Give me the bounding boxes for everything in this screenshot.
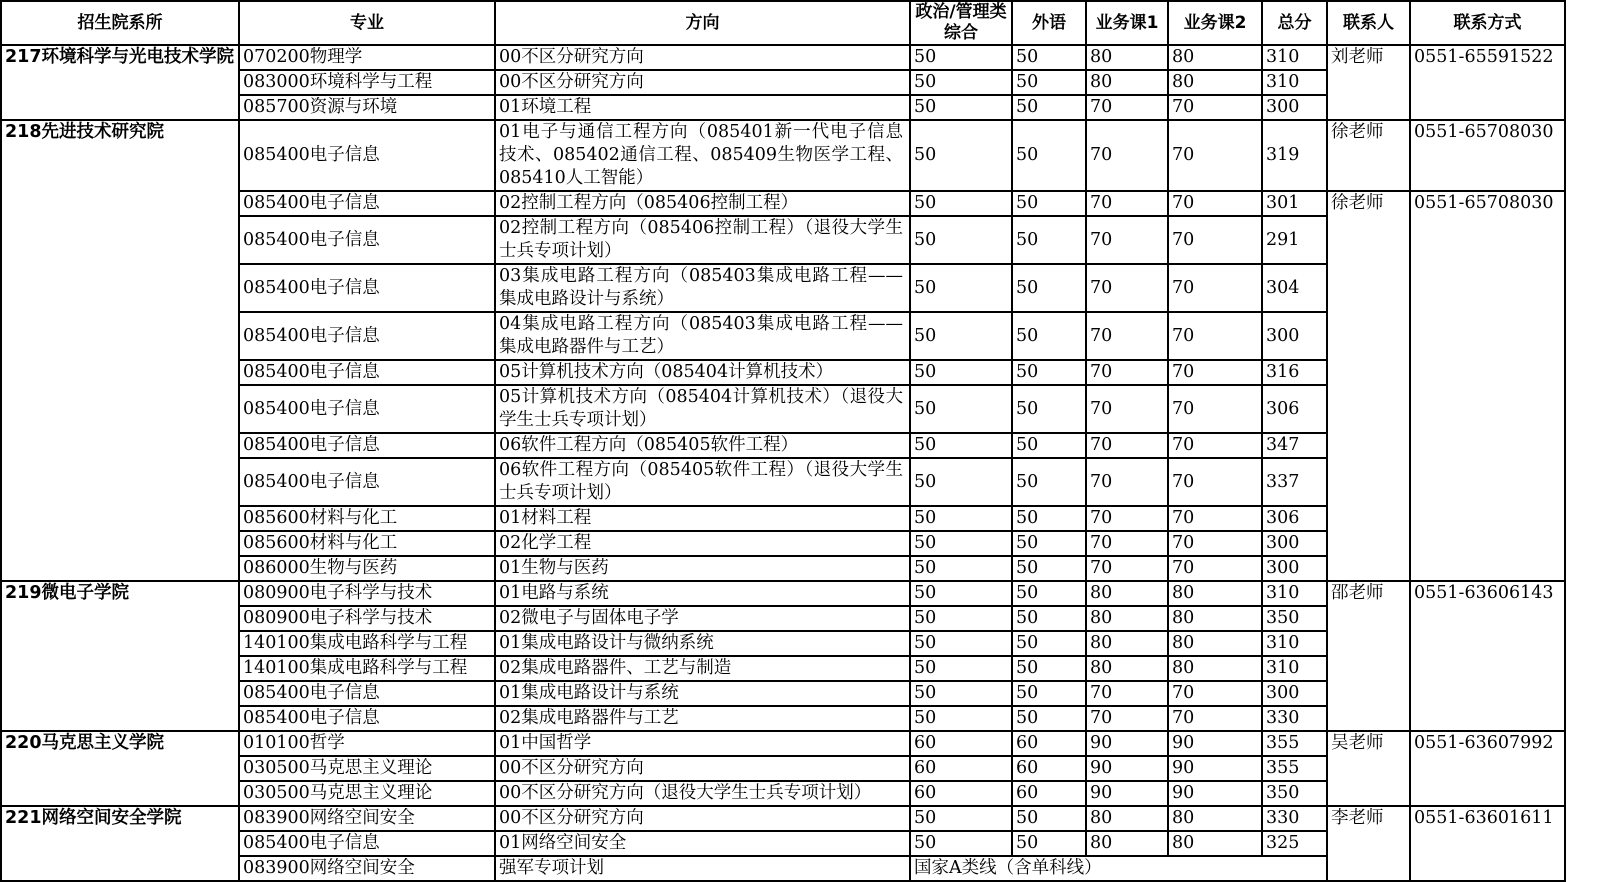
course1-score-cell: 80: [1086, 581, 1168, 606]
politics-score-cell: 50: [910, 531, 1012, 556]
major-cell: 140100集成电路科学与工程: [239, 631, 495, 656]
course1-score-cell: 70: [1086, 433, 1168, 458]
language-score-cell: 50: [1012, 70, 1086, 95]
major-cell: 085400电子信息: [239, 264, 495, 312]
language-score-cell: 50: [1012, 806, 1086, 831]
politics-score-cell: 50: [910, 191, 1012, 216]
major-cell: 070200物理学: [239, 45, 495, 70]
course2-score-cell: 80: [1168, 606, 1262, 631]
contact-phone-cell: 0551-63606143: [1410, 581, 1565, 731]
politics-score-cell: 50: [910, 706, 1012, 731]
course2-score-cell: 70: [1168, 264, 1262, 312]
course2-score-cell: 90: [1168, 756, 1262, 781]
language-score-cell: 50: [1012, 556, 1086, 581]
course1-score-cell: 70: [1086, 360, 1168, 385]
major-cell: 085400电子信息: [239, 360, 495, 385]
major-cell: 083900网络空间安全: [239, 806, 495, 831]
total-score-cell: 337: [1262, 458, 1327, 506]
direction-cell: 01材料工程: [495, 506, 910, 531]
total-score-cell: 300: [1262, 95, 1327, 120]
course2-score-cell: 70: [1168, 216, 1262, 264]
language-score-cell: 50: [1012, 360, 1086, 385]
college-cell: 221网络空间安全学院: [1, 806, 239, 881]
language-score-cell: 50: [1012, 191, 1086, 216]
politics-score-cell: 50: [910, 606, 1012, 631]
direction-cell: 01集成电路设计与微纳系统: [495, 631, 910, 656]
major-cell: 085400电子信息: [239, 831, 495, 856]
politics-score-cell: 50: [910, 312, 1012, 360]
direction-cell: 01生物与医药: [495, 556, 910, 581]
course1-score-cell: 80: [1086, 70, 1168, 95]
college-cell: 220马克思主义学院: [1, 731, 239, 806]
politics-score-cell: 50: [910, 120, 1012, 191]
course1-score-cell: 80: [1086, 631, 1168, 656]
language-score-cell: 60: [1012, 756, 1086, 781]
major-cell: 085400电子信息: [239, 216, 495, 264]
language-score-cell: 50: [1012, 631, 1086, 656]
contact-person-cell: 邵老师: [1327, 581, 1410, 731]
direction-cell: 02集成电路器件、工艺与制造: [495, 656, 910, 681]
total-score-cell: 306: [1262, 506, 1327, 531]
course2-score-cell: 80: [1168, 656, 1262, 681]
major-cell: 085400电子信息: [239, 681, 495, 706]
politics-score-cell: 60: [910, 756, 1012, 781]
contact-phone-cell: 0551-63607992: [1410, 731, 1565, 806]
contact-phone-cell: 0551-63601611: [1410, 806, 1565, 881]
course2-score-cell: 70: [1168, 191, 1262, 216]
total-score-cell: 306: [1262, 385, 1327, 433]
major-cell: 080900电子科学与技术: [239, 581, 495, 606]
language-score-cell: 50: [1012, 45, 1086, 70]
total-score-cell: 316: [1262, 360, 1327, 385]
course2-score-cell: 70: [1168, 433, 1262, 458]
total-score-cell: 330: [1262, 706, 1327, 731]
total-score-cell: 300: [1262, 681, 1327, 706]
header-contact: 联系人: [1327, 1, 1410, 45]
course1-score-cell: 70: [1086, 216, 1168, 264]
direction-cell: 03集成电路工程方向（085403集成电路工程——集成电路设计与系统）: [495, 264, 910, 312]
language-score-cell: 50: [1012, 681, 1086, 706]
total-score-cell: 319: [1262, 120, 1327, 191]
politics-score-cell: 50: [910, 95, 1012, 120]
direction-cell: 02控制工程方向（085406控制工程）: [495, 191, 910, 216]
politics-score-cell: 50: [910, 70, 1012, 95]
course2-score-cell: 70: [1168, 120, 1262, 191]
direction-cell: 02控制工程方向（085406控制工程）（退役大学生士兵专项计划）: [495, 216, 910, 264]
contact-phone-cell: 0551-65591522: [1410, 45, 1565, 120]
direction-cell: 01电路与系统: [495, 581, 910, 606]
course1-score-cell: 70: [1086, 556, 1168, 581]
header-language: 外语: [1012, 1, 1086, 45]
language-score-cell: 50: [1012, 120, 1086, 191]
total-score-cell: 304: [1262, 264, 1327, 312]
major-cell: 085600材料与化工: [239, 531, 495, 556]
language-score-cell: 50: [1012, 385, 1086, 433]
header-course2: 业务课2: [1168, 1, 1262, 45]
major-cell: 080900电子科学与技术: [239, 606, 495, 631]
major-cell: 140100集成电路科学与工程: [239, 656, 495, 681]
total-score-cell: 310: [1262, 631, 1327, 656]
language-score-cell: 50: [1012, 264, 1086, 312]
total-score-cell: 330: [1262, 806, 1327, 831]
language-score-cell: 50: [1012, 433, 1086, 458]
politics-score-cell: 60: [910, 781, 1012, 806]
politics-score-cell: 50: [910, 581, 1012, 606]
header-course1: 业务课1: [1086, 1, 1168, 45]
total-score-cell: 310: [1262, 656, 1327, 681]
language-score-cell: 50: [1012, 531, 1086, 556]
politics-score-cell: 50: [910, 216, 1012, 264]
table-row: [1, 120, 1565, 191]
total-score-cell: 347: [1262, 433, 1327, 458]
direction-cell: 强军专项计划: [495, 856, 910, 881]
major-cell: 085400电子信息: [239, 706, 495, 731]
language-score-cell: 50: [1012, 312, 1086, 360]
college-cell: 217环境科学与光电技术学院: [1, 45, 239, 120]
contact-person-cell: 徐老师: [1327, 191, 1410, 581]
course2-score-cell: 90: [1168, 731, 1262, 756]
course1-score-cell: 70: [1086, 191, 1168, 216]
course1-score-cell: 70: [1086, 458, 1168, 506]
politics-score-cell: 50: [910, 433, 1012, 458]
politics-score-cell: 50: [910, 506, 1012, 531]
politics-score-cell: 50: [910, 806, 1012, 831]
total-score-cell: 310: [1262, 581, 1327, 606]
table-row: [1, 45, 1565, 70]
politics-score-cell: 50: [910, 831, 1012, 856]
course2-score-cell: 80: [1168, 831, 1262, 856]
language-score-cell: 60: [1012, 731, 1086, 756]
total-score-cell: 310: [1262, 70, 1327, 95]
total-score-cell: 300: [1262, 556, 1327, 581]
college-cell: 219微电子学院: [1, 581, 239, 731]
course2-score-cell: 80: [1168, 806, 1262, 831]
major-cell: 085400电子信息: [239, 385, 495, 433]
table-row: [1, 731, 1565, 756]
course2-score-cell: 70: [1168, 706, 1262, 731]
course2-score-cell: 70: [1168, 531, 1262, 556]
course2-score-cell: 80: [1168, 581, 1262, 606]
course2-score-cell: 70: [1168, 681, 1262, 706]
major-cell: 083000环境科学与工程: [239, 70, 495, 95]
course1-score-cell: 70: [1086, 95, 1168, 120]
header-politics: 政治/管理类综合: [910, 1, 1012, 45]
total-score-cell: 291: [1262, 216, 1327, 264]
course1-score-cell: 80: [1086, 831, 1168, 856]
course2-score-cell: 70: [1168, 360, 1262, 385]
direction-cell: 01中国哲学: [495, 731, 910, 756]
direction-cell: 06软件工程方向（085405软件工程）: [495, 433, 910, 458]
major-cell: 085600材料与化工: [239, 506, 495, 531]
course1-score-cell: 90: [1086, 756, 1168, 781]
direction-cell: 02化学工程: [495, 531, 910, 556]
course1-score-cell: 70: [1086, 312, 1168, 360]
language-score-cell: 50: [1012, 458, 1086, 506]
course1-score-cell: 80: [1086, 606, 1168, 631]
course1-score-cell: 70: [1086, 264, 1168, 312]
course2-score-cell: 80: [1168, 45, 1262, 70]
politics-score-cell: 50: [910, 556, 1012, 581]
major-cell: 030500马克思主义理论: [239, 756, 495, 781]
course1-score-cell: 70: [1086, 120, 1168, 191]
course2-score-cell: 70: [1168, 312, 1262, 360]
course1-score-cell: 70: [1086, 706, 1168, 731]
course1-score-cell: 80: [1086, 656, 1168, 681]
direction-cell: 02集成电路器件与工艺: [495, 706, 910, 731]
header-direction: 方向: [495, 1, 910, 45]
course1-score-cell: 90: [1086, 731, 1168, 756]
language-score-cell: 50: [1012, 656, 1086, 681]
contact-phone-cell: 0551-65708030: [1410, 191, 1565, 581]
total-score-cell: 300: [1262, 312, 1327, 360]
total-score-cell: 310: [1262, 45, 1327, 70]
course2-score-cell: 70: [1168, 385, 1262, 433]
politics-score-cell: 50: [910, 458, 1012, 506]
course2-score-cell: 70: [1168, 458, 1262, 506]
language-score-cell: 50: [1012, 506, 1086, 531]
total-score-cell: 301: [1262, 191, 1327, 216]
language-score-cell: 50: [1012, 216, 1086, 264]
direction-cell: 00不区分研究方向: [495, 45, 910, 70]
course2-score-cell: 90: [1168, 781, 1262, 806]
course2-score-cell: 70: [1168, 556, 1262, 581]
table-body: [1, 45, 1565, 881]
major-cell: 085400电子信息: [239, 312, 495, 360]
major-cell: 086000生物与医药: [239, 556, 495, 581]
major-cell: 010100哲学: [239, 731, 495, 756]
politics-score-cell: 50: [910, 45, 1012, 70]
total-score-cell: 350: [1262, 781, 1327, 806]
direction-cell: 00不区分研究方向: [495, 806, 910, 831]
course1-score-cell: 70: [1086, 681, 1168, 706]
politics-score-cell: 50: [910, 681, 1012, 706]
direction-cell: 01环境工程: [495, 95, 910, 120]
course2-score-cell: 80: [1168, 631, 1262, 656]
header-total: 总分: [1262, 1, 1327, 45]
contact-person-cell: 李老师: [1327, 806, 1410, 881]
score-note-cell: 国家A类线（含单科线）: [910, 856, 1327, 881]
politics-score-cell: 50: [910, 360, 1012, 385]
politics-score-cell: 50: [910, 656, 1012, 681]
total-score-cell: 350: [1262, 606, 1327, 631]
direction-cell: 02微电子与固体电子学: [495, 606, 910, 631]
language-score-cell: 60: [1012, 781, 1086, 806]
contact-person-cell: 徐老师: [1327, 120, 1410, 191]
course2-score-cell: 70: [1168, 506, 1262, 531]
direction-cell: 00不区分研究方向（退役大学生士兵专项计划）: [495, 781, 910, 806]
direction-cell: 01集成电路设计与系统: [495, 681, 910, 706]
college-cell: 218先进技术研究院: [1, 120, 239, 581]
header-college: 招生院系所: [1, 1, 239, 45]
major-cell: 085400电子信息: [239, 191, 495, 216]
politics-score-cell: 50: [910, 631, 1012, 656]
direction-cell: 06软件工程方向（085405软件工程）（退役大学生士兵专项计划）: [495, 458, 910, 506]
language-score-cell: 50: [1012, 706, 1086, 731]
direction-cell: 01电子与通信工程方向（085401新一代电子信息技术、085402通信工程、085409生物医学工程、085410人工智能）: [495, 120, 910, 191]
header-major: 专业: [239, 1, 495, 45]
language-score-cell: 50: [1012, 606, 1086, 631]
direction-cell: 04集成电路工程方向（085403集成电路工程——集成电路器件与工艺）: [495, 312, 910, 360]
direction-cell: 01网络空间安全: [495, 831, 910, 856]
header-phone: 联系方式: [1410, 1, 1565, 45]
major-cell: 085400电子信息: [239, 433, 495, 458]
total-score-cell: 300: [1262, 531, 1327, 556]
major-cell: 083900网络空间安全: [239, 856, 495, 881]
politics-score-cell: 50: [910, 264, 1012, 312]
course1-score-cell: 70: [1086, 531, 1168, 556]
course1-score-cell: 80: [1086, 45, 1168, 70]
major-cell: 085700资源与环境: [239, 95, 495, 120]
total-score-cell: 325: [1262, 831, 1327, 856]
major-cell: 030500马克思主义理论: [239, 781, 495, 806]
politics-score-cell: 60: [910, 731, 1012, 756]
major-cell: 085400电子信息: [239, 120, 495, 191]
direction-cell: 00不区分研究方向: [495, 70, 910, 95]
table-row: [1, 806, 1565, 831]
direction-cell: 05计算机技术方向（085404计算机技术）（退役大学生士兵专项计划）: [495, 385, 910, 433]
course1-score-cell: 90: [1086, 781, 1168, 806]
major-cell: 085400电子信息: [239, 458, 495, 506]
course1-score-cell: 80: [1086, 806, 1168, 831]
contact-phone-cell: 0551-65708030: [1410, 120, 1565, 191]
course2-score-cell: 80: [1168, 70, 1262, 95]
header-row: [1, 1, 1565, 45]
total-score-cell: 355: [1262, 731, 1327, 756]
course1-score-cell: 70: [1086, 506, 1168, 531]
contact-person-cell: 吴老师: [1327, 731, 1410, 806]
language-score-cell: 50: [1012, 831, 1086, 856]
language-score-cell: 50: [1012, 95, 1086, 120]
table-row: [1, 581, 1565, 606]
direction-cell: 00不区分研究方向: [495, 756, 910, 781]
direction-cell: 05计算机技术方向（085404计算机技术）: [495, 360, 910, 385]
course1-score-cell: 70: [1086, 385, 1168, 433]
total-score-cell: 355: [1262, 756, 1327, 781]
politics-score-cell: 50: [910, 385, 1012, 433]
contact-person-cell: 刘老师: [1327, 45, 1410, 120]
language-score-cell: 50: [1012, 581, 1086, 606]
course2-score-cell: 70: [1168, 95, 1262, 120]
